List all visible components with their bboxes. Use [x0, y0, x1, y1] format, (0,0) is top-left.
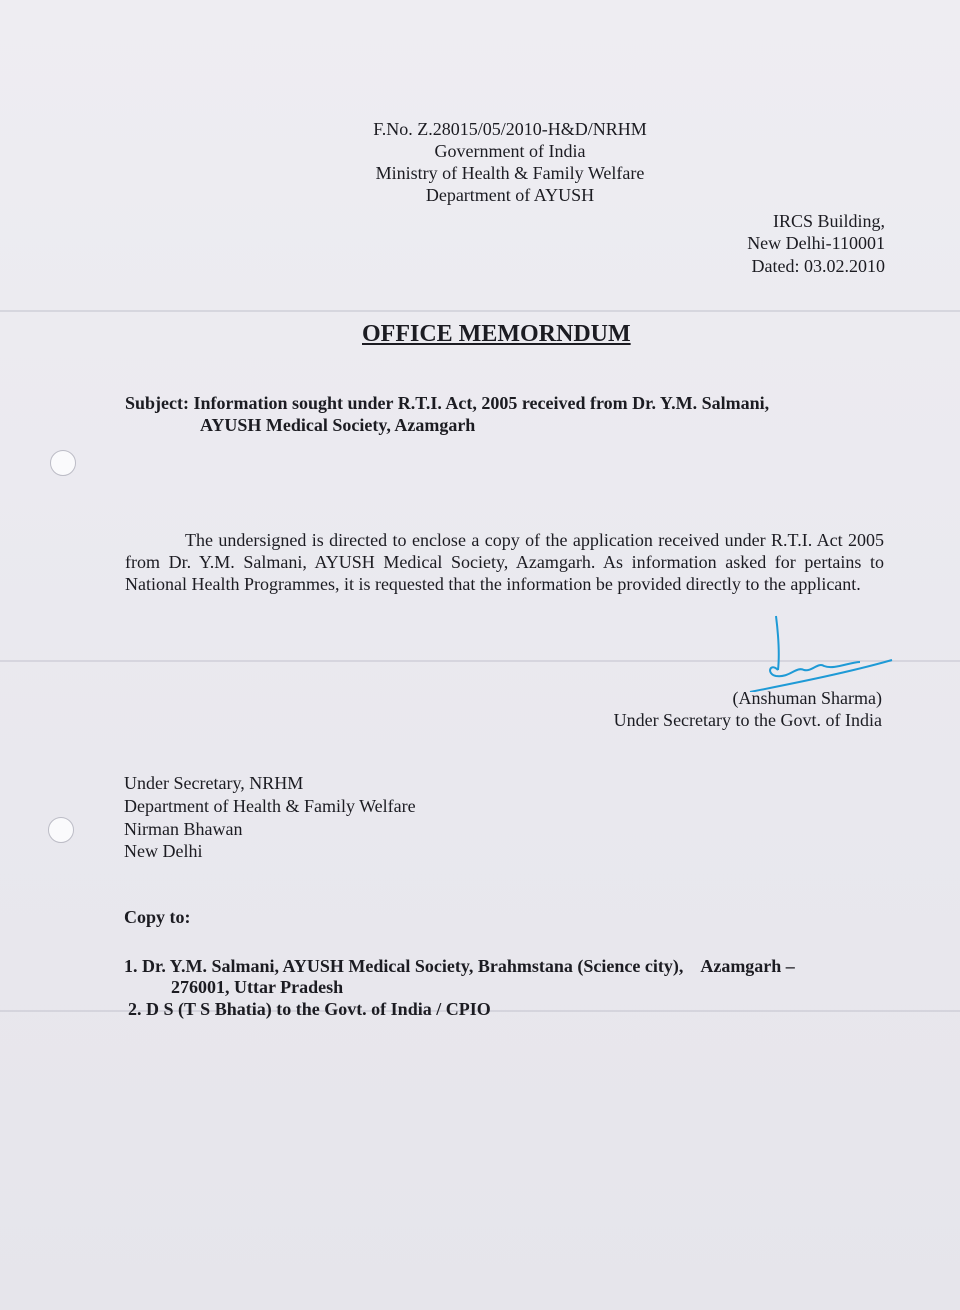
- subject-line-1: Subject: Information sought under R.T.I. Act, 2005 received from Dr. Y.M. Salmani,: [125, 393, 770, 413]
- recipient-line-4: New Delhi: [124, 841, 203, 861]
- signatory-name: (Anshuman Sharma): [732, 688, 882, 708]
- fold-line: [0, 310, 960, 312]
- page-title: OFFICE MEMORNDUM: [362, 321, 631, 347]
- copy-to-item-2: 2. D S (T S Bhatia) to the Govt. of India / CPIO: [128, 999, 491, 1019]
- copy-to-item-1-cont: 276001, Uttar Pradesh: [171, 977, 344, 997]
- recipient-line-3: Nirman Bhawan: [124, 819, 243, 839]
- punch-hole: [48, 817, 74, 843]
- department: Department of AYUSH: [425, 185, 595, 205]
- subject-line-2: AYUSH Medical Society, Azamgarh: [200, 415, 476, 435]
- file-number: F.No. Z.28015/05/2010-H&D/NRHM: [373, 119, 647, 139]
- punch-hole: [50, 450, 76, 476]
- copy-to-label: Copy to:: [124, 907, 191, 927]
- address-city: New Delhi-110001: [747, 233, 885, 253]
- signature-icon: [700, 612, 900, 692]
- date: Dated: 03.02.2010: [751, 256, 885, 276]
- recipient-line-1: Under Secretary, NRHM: [124, 773, 304, 793]
- government: Government of India: [434, 141, 586, 161]
- address-building: IRCS Building,: [772, 211, 885, 231]
- copy-to-item-1: 1. Dr. Y.M. Salmani, AYUSH Medical Society, Brahmstana (Science city), Azamgarh –: [124, 956, 795, 976]
- ministry: Ministry of Health & Family Welfare: [375, 163, 645, 183]
- body-paragraph: The undersigned is directed to enclose a copy of the application received under R.T.I. Act 2005 from Dr. Y.M. Salmani, AYUSH Medical Society, Azamgarh. As information asked for pertains to National Health Programmes, it is requested that the information be provided directly to the applicant.: [125, 530, 884, 594]
- recipient-line-2: Department of Health & Family Welfare: [124, 796, 416, 816]
- signatory-designation: Under Secretary to the Govt. of India: [613, 710, 882, 730]
